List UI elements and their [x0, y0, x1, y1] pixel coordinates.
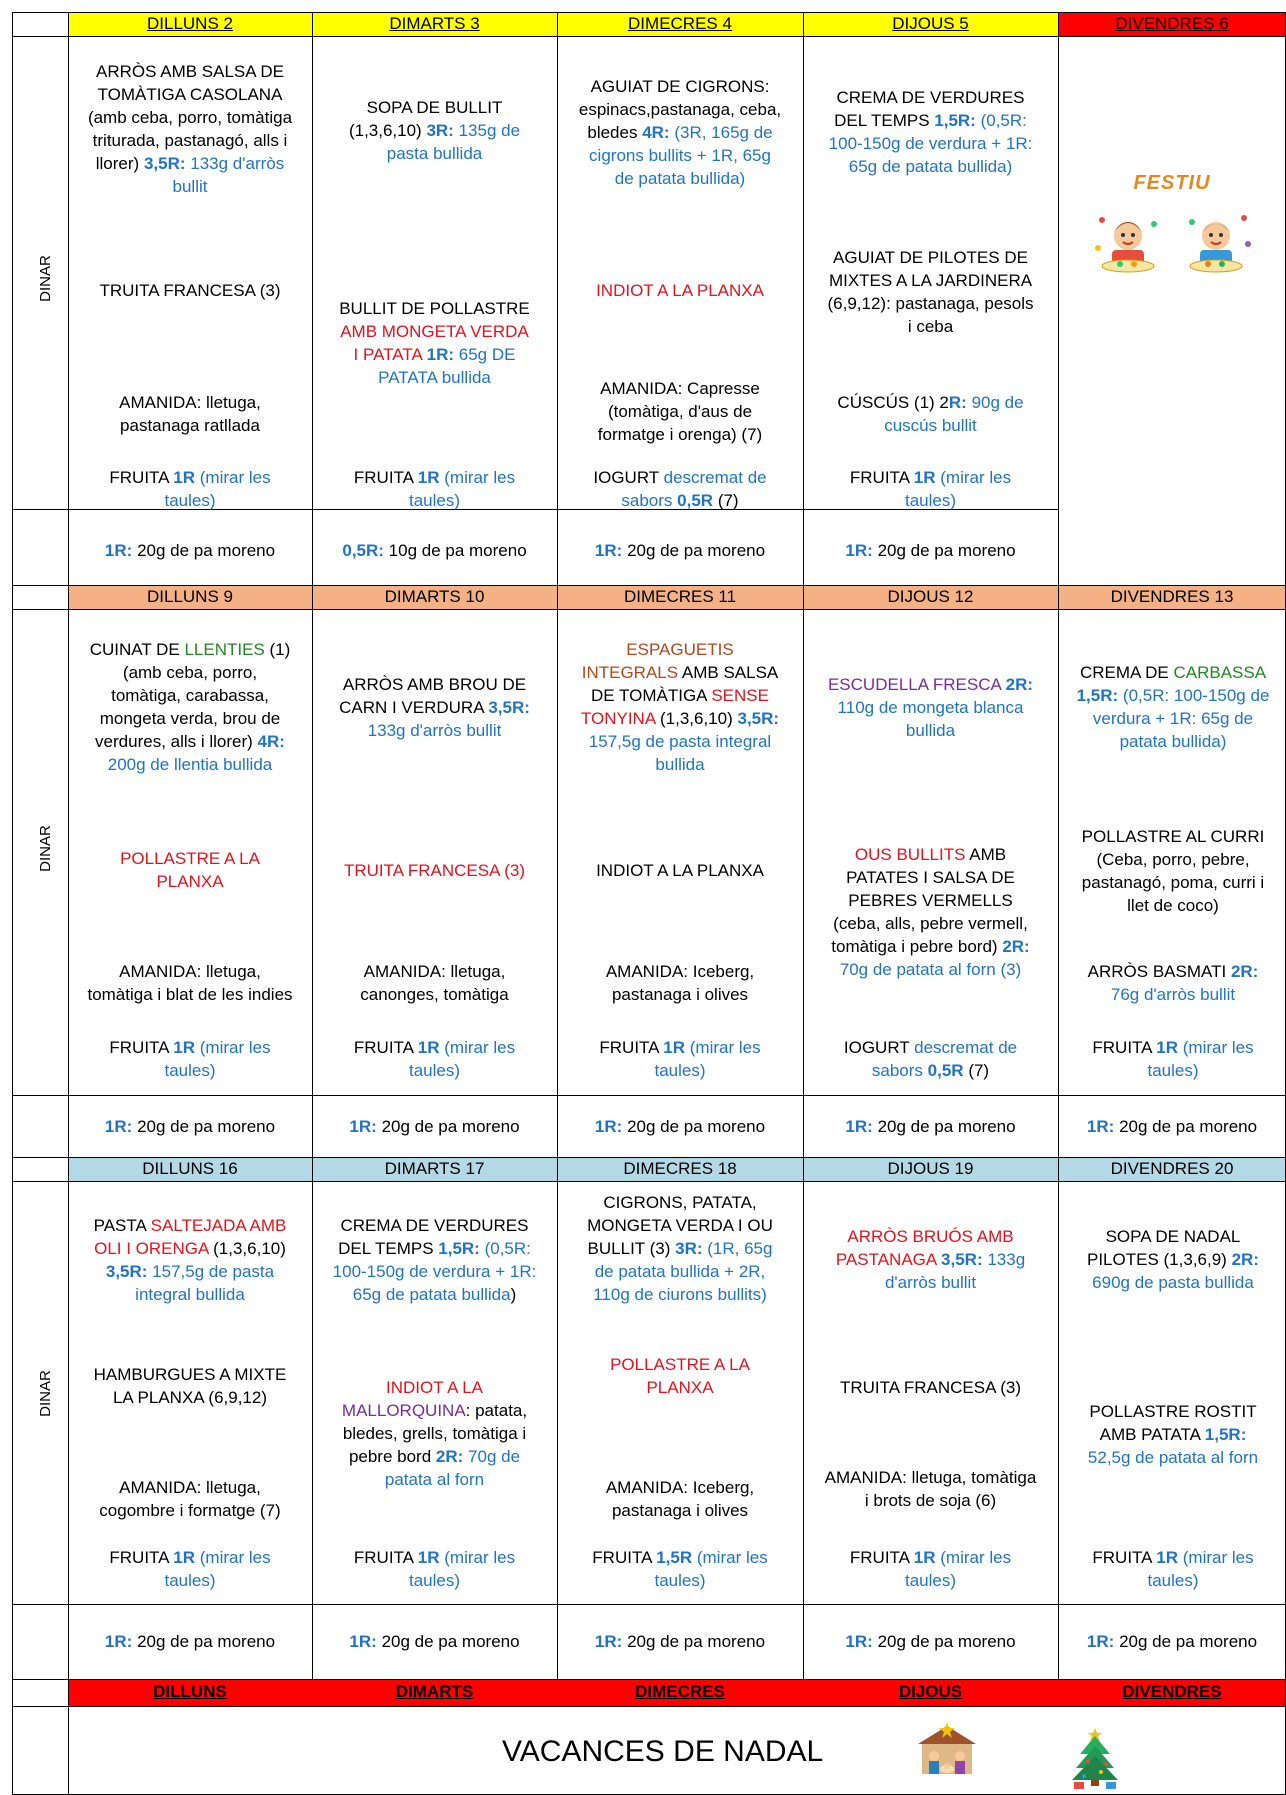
bread-row: 1R: 20g de pa moreno — [845, 1117, 1016, 1136]
menu-cell-side: ARRÒS BASMATI 2R: 76g d'arròs bullit — [1087, 962, 1259, 1004]
menu-cell-second-course: BULLIT DE POLLASTRE AMB MONGETA VERDA I PATATA 1R: 65g DE PATATA bullida — [339, 299, 530, 387]
day-header: DIJOUS — [898, 1682, 963, 1701]
menu-cell-dessert: FRUITA 1R (mirar les taules) — [353, 468, 516, 510]
menu-cell-first-course: ESCUDELLA FRESCA 2R: 110g de mongeta blanca bullida — [827, 675, 1034, 740]
menu-cell-dessert: FRUITA 1R (mirar les taules) — [109, 1038, 271, 1080]
menu-cell-salad: AMANIDA: Iceberg, pastanaga i olives — [605, 1478, 755, 1520]
holiday-label: FESTIU — [1133, 172, 1211, 194]
day-header: DIVENDRES 20 — [1110, 1159, 1234, 1178]
menu-cell-second-course: POLLASTRE AL CURRI (Ceba, porro, pebre, pastanagó, poma, curri i llet de coco) — [1081, 827, 1265, 915]
day-header: DIJOUS 19 — [887, 1159, 974, 1178]
menu-cell-first-course: ARRÒS AMB BROU DE CARN I VERDURA 3,5R: 133g d'arròs bullit — [339, 675, 530, 740]
menu-cell-salad: AMANIDA: lletuga, canonges, tomàtiga — [360, 962, 509, 1004]
menu-cell-dessert: FRUITA 1R (mirar les taules) — [849, 1548, 1012, 1590]
menu-cell-second-course: INDIOT A LA PLANXA — [596, 281, 764, 300]
menu-cell-dessert: FRUITA 1,5R (mirar les taules) — [592, 1548, 768, 1590]
menu-cell-second-course: TRUITA FRANCESA (3) — [99, 281, 281, 300]
menu-cell-second-course: AGUIAT DE PILOTES DE MIXTES A LA JARDINERA (6,9,12): pastanaga, pesols i ceba — [827, 248, 1034, 336]
menu-cell-first-course: AGUIAT DE CIGRONS: espinacs,pastanaga, ceba, bledes 4R: (3R, 165g de cigrons bullits + 1R, 65g de patata bullida) — [578, 77, 782, 188]
bread-row: 1R: 20g de pa moreno — [594, 1117, 766, 1136]
bread-row: 1R: 20g de pa moreno — [349, 1117, 520, 1136]
day-header: DILLUNS 9 — [147, 587, 233, 606]
menu-cell-first-course: CREMA DE CARBASSA 1,5R: (0,5R: 100-150g de verdura + 1R: 65g de patata bullida) — [1076, 663, 1270, 751]
menu-cell-first-course: ARRÒS AMB SALSA DE TOMÀTIGA CASOLANA (amb ceba, porro, tomàtiga triturada, pastanagó, alls i llorer) 3,5R: 133g d'arròs bullit — [87, 62, 293, 196]
menu-cell-salad: AMANIDA: lletuga, tomàtiga i blat de les indies — [87, 962, 293, 1004]
menu-cell-second-course: TRUITA FRANCESA (3) — [839, 1378, 1022, 1397]
menu-cell-second-course: POLLASTRE ROSTIT AMB PATATA 1,5R: 52,5g de patata al forn — [1087, 1402, 1259, 1467]
menu-cell-dessert: FRUITA 1R (mirar les taules) — [599, 1038, 761, 1080]
menu-cell-dessert: FRUITA 1R (mirar les taules) — [1092, 1038, 1254, 1080]
day-header: DIMARTS — [395, 1682, 474, 1701]
day-header: DIMARTS 3 — [389, 14, 480, 33]
bread-row: 1R: 20g de pa moreno — [349, 1632, 520, 1651]
menu-cell-dessert: IOGURT descremat de sabors 0,5R (7) — [593, 468, 767, 510]
menu-cell-dessert: FRUITA 1R (mirar les taules) — [849, 468, 1012, 510]
menu-cell-second-course: INDIOT A LA PLANXA — [596, 861, 764, 880]
menu-cell-first-course: CREMA DE VERDURES DEL TEMPS 1,5R: (0,5R: 100-150g de verdura + 1R: 65g de patata bullida) — [828, 88, 1033, 176]
menu-cell-first-course: ESPAGUETIS INTEGRALS AMB SALSA DE TOMÀTIGA SENSE TONYINA (1,3,6,10) 3,5R: 157,5g de pasta integral bullida — [580, 640, 780, 774]
menu-cell-dessert: FRUITA 1R (mirar les taules) — [353, 1038, 516, 1080]
menu-cell-first-course: CUINAT DE LLENTIES (1) (amb ceba, porro, tomàtiga, carabassa, mongeta verda, brou de verdures, alls i llorer) 4R: 200g de llentia bullida — [89, 640, 291, 774]
day-header: DIMECRES 4 — [628, 14, 732, 33]
day-header: DIMARTS 17 — [384, 1159, 485, 1178]
day-header: DIMECRES 11 — [623, 587, 737, 606]
day-header: DILLUNS 16 — [142, 1159, 238, 1178]
day-header: DIMARTS 10 — [384, 587, 485, 606]
bread-row: 1R: 20g de pa moreno — [1086, 1117, 1258, 1136]
menu-cell-second-course: TRUITA FRANCESA (3) — [343, 861, 526, 880]
menu-cell-second-course: POLLASTRE A LA PLANXA — [610, 1355, 750, 1397]
day-header: DIMECRES 18 — [623, 1159, 737, 1178]
dinar-side-label: DINAR — [36, 1370, 54, 1417]
menu-cell-salad: AMANIDA: Iceberg, pastanaga i olives — [605, 962, 755, 1004]
menu-cell-second-course: HAMBURGUES A MIXTE LA PLANXA (6,9,12) — [93, 1365, 287, 1407]
dinar-side-label: DINAR — [36, 255, 54, 302]
menu-cell-first-course: PASTA SALTEJADA AMB OLI I ORENGA (1,3,6,10) 3,5R: 157,5g de pasta integral bullida — [93, 1216, 287, 1304]
menu-cell-second-course: OUS BULLITS AMB PATATES I SALSA DE PEBRES VERMELLS (ceba, alls, pebre vermell, tomàtiga i pebre bord) 2R: 70g de patata al forn (3) — [831, 845, 1030, 979]
menu-cell-first-course: SOPA DE BULLIT (1,3,6,10) 3R: 135g de pasta bullida — [348, 98, 521, 163]
menu-cell-salad: AMANIDA: Capresse (tomàtiga, d'aus de formatge i orenga) (7) — [597, 379, 763, 444]
menu-cell-dessert: FRUITA 1R (mirar les taules) — [109, 468, 271, 510]
day-header: DIJOUS 12 — [887, 587, 974, 606]
bread-row: 1R: 20g de pa moreno — [845, 541, 1016, 560]
bread-row: 1R: 20g de pa moreno — [594, 1632, 766, 1651]
menu-cell-first-course: ARRÒS BRUÓS AMB PASTANAGA 3,5R: 133g d'arròs bullit — [835, 1227, 1026, 1292]
menu-cell-dessert: IOGURT descremat de sabors 0,5R (7) — [843, 1038, 1018, 1080]
bread-row: 1R: 20g de pa moreno — [104, 1117, 276, 1136]
children-eating-icon — [1090, 208, 1260, 278]
menu-cell-salad: AMANIDA: lletuga, cogombre i formatge (7) — [99, 1478, 281, 1520]
christmas-tree-icon — [1068, 1726, 1122, 1790]
bread-row: 1R: 20g de pa moreno — [1086, 1632, 1258, 1651]
menu-cell-salad: AMANIDA: lletuga, pastanaga ratllada — [119, 393, 261, 435]
menu-cell-first-course: SOPA DE NADAL PILOTES (1,3,6,9) 2R: 690g de pasta bullida — [1087, 1227, 1259, 1292]
vacances-label: VACANCES DE NADAL — [502, 1735, 824, 1768]
day-header: DIMECRES — [635, 1682, 725, 1701]
day-header: DIVENDRES — [1122, 1682, 1222, 1701]
dinar-side-label: DINAR — [36, 825, 54, 872]
bread-row: 1R: 20g de pa moreno — [594, 541, 766, 560]
day-header: DIVENDRES 13 — [1110, 587, 1234, 606]
menu-cell-dessert: FRUITA 1R (mirar les taules) — [109, 1548, 271, 1590]
day-header: DILLUNS — [153, 1682, 227, 1701]
menu-cell-salad: AMANIDA: lletuga, tomàtiga i brots de soja (6) — [824, 1468, 1037, 1510]
menu-cell-dessert: FRUITA 1R (mirar les taules) — [1092, 1548, 1254, 1590]
nativity-icon — [914, 1722, 980, 1778]
menu-cell-first-course: CREMA DE VERDURES DEL TEMPS 1,5R: (0,5R: 100-150g de verdura + 1R: 65g de patata bullida) — [332, 1216, 537, 1304]
menu-cell-side: CÚSCÚS (1) 2R: 90g de cuscús bullit — [837, 393, 1024, 435]
menu-cell-second-course: INDIOT A LA MALLORQUINA: patata, bledes, grells, tomàtiga i pebre bord 2R: 70g de patata al forn — [341, 1378, 528, 1489]
menu-cell-first-course: CIGRONS, PATATA, MONGETA VERDA I OU BULLIT (3) 3R: (1R, 65g de patata bullida + 2R, 110g de ciurons bullits) — [587, 1193, 773, 1304]
bread-row: 1R: 20g de pa moreno — [104, 541, 276, 560]
bread-row: 0,5R: 10g de pa moreno — [342, 541, 527, 560]
menu-cell-dessert: FRUITA 1R (mirar les taules) — [353, 1548, 516, 1590]
day-header: DILLUNS 2 — [147, 14, 233, 33]
day-header: DIVENDRES 6 — [1115, 14, 1229, 33]
bread-row: 1R: 20g de pa moreno — [104, 1632, 276, 1651]
day-header: DIJOUS 5 — [892, 14, 969, 33]
bread-row: 1R: 20g de pa moreno — [845, 1632, 1016, 1651]
menu-cell-second-course: POLLASTRE A LA PLANXA — [120, 849, 260, 891]
